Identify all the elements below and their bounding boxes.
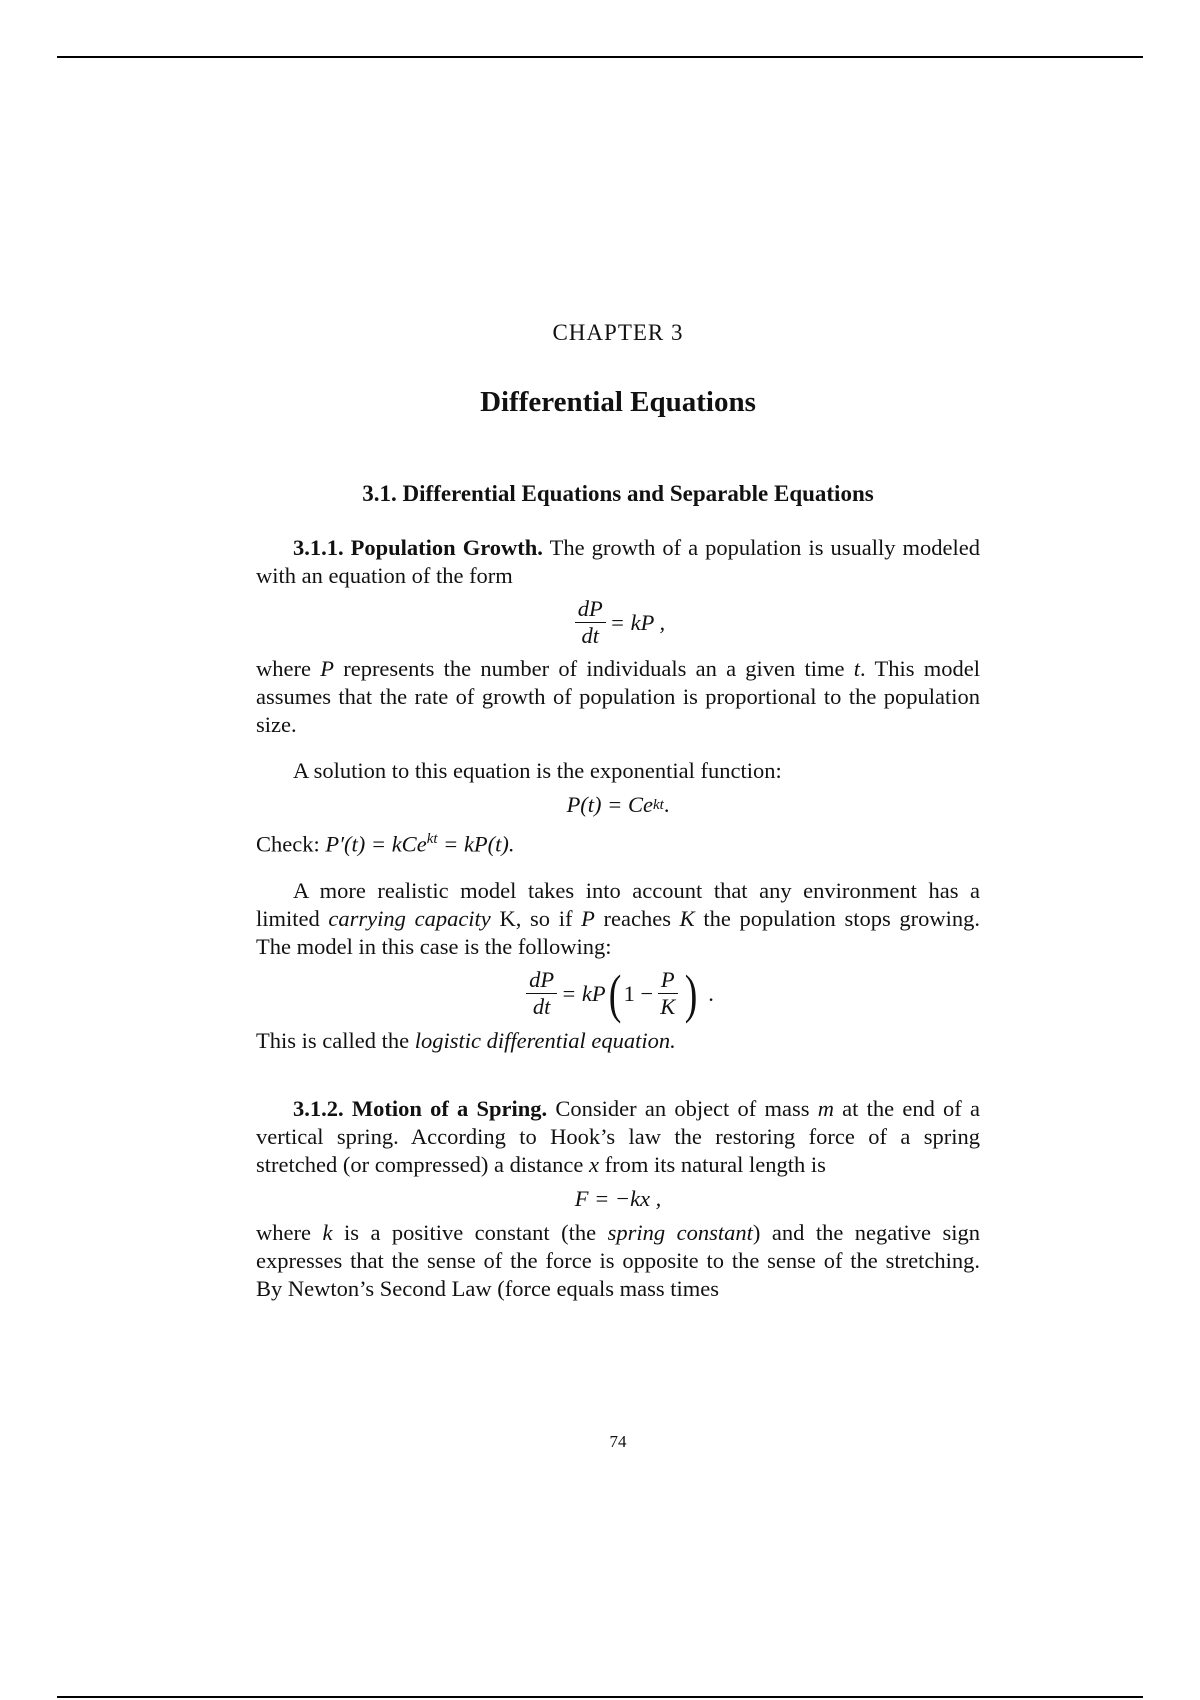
paragraph-solution: A solution to this equation is the exponential function: <box>293 758 782 783</box>
page-number: 74 <box>609 1432 627 1451</box>
paragraph-check: Check: P′(t) = kCe$^{kt}$ = kP(t). <box>256 831 515 857</box>
paragraph-population-explanation: where P represents the number of individuals an a given time t. This model assumes that the rate of growth of population is proportional to the population size. <box>256 656 980 737</box>
section-title: 3.1. Differential Equations and Separable Equations <box>362 481 874 506</box>
top-rule <box>57 56 1143 58</box>
equation-logistic: $\frac{dP}{dt}$ = kP ( 1 − $\frac{P}{K}$ ) . <box>256 967 980 1021</box>
equation-exponential-ode: $\frac{dP}{dt}$ = kP , <box>256 596 980 649</box>
subsection-heading-population: 3.1.1. Population Growth. <box>293 535 543 560</box>
equation-exponential-solution: P(t) = Ce kt . <box>566 792 670 817</box>
bottom-rule <box>57 1696 1143 1698</box>
page-body <box>256 476 980 1303</box>
paragraph-carrying-capacity: A more realistic model takes into account that any environment has a limited carrying capacity K, so if P reaches K the population stops growing. The model in this case is the following: <box>256 877 980 959</box>
paragraph-spring-intro: 3.1.2. Motion of a Spring. Consider an object of mass m at the end of a vertical spring. According to Hook’s law the restoring force of a spring stretched (or compressed) a distance x from its natural length is <box>256 1095 981 1177</box>
chapter-title: Differential Equations <box>480 386 756 418</box>
chapter-label: CHAPTER 3 <box>552 320 684 345</box>
subsection-heading-spring: 3.1.2. Motion of a Spring. <box>293 1095 548 1121</box>
paragraph-population-intro: 3.1.1. Population Growth. The growth of a population is usually modeled with an equation of the form <box>256 535 981 588</box>
paragraph-logistic-name: This is called the logistic differential equation. <box>256 1027 676 1053</box>
equation-hooke: F = −kx , <box>574 1185 662 1211</box>
paragraph-spring-explanation: where k is a positive constant (the spring constant) and the negative sign expresses that the sense of the force is opposite to the sense of the stretching. By Newton’s Second Law (force equals mass times <box>256 1219 981 1301</box>
